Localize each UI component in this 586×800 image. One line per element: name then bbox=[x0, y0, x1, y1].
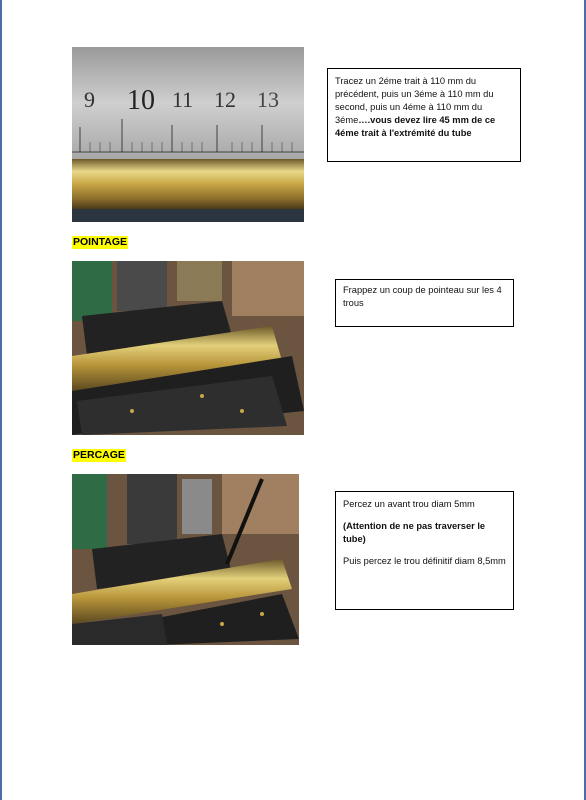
pointage-photo bbox=[72, 261, 304, 435]
step1-instruction-normal: Tracez un 2éme trait à 110 mm du précédent, puis un 3éme à 110 mm du second, puis un 4éme à 110 mm du 3éme bbox=[335, 76, 494, 125]
ruler-number: 9 bbox=[84, 87, 95, 112]
percage-heading: PERCAGE bbox=[73, 449, 125, 461]
percage-instruction-line3: Puis percez le trou définitif diam 8,5mm bbox=[343, 556, 506, 566]
step1-instruction-box bbox=[327, 68, 521, 162]
percage-instruction-line1: Percez un avant trou diam 5mm bbox=[343, 499, 475, 509]
ruler-number: 12 bbox=[214, 87, 236, 112]
ruler-number: 11 bbox=[172, 87, 194, 112]
pointage-instruction-text: Frappez un coup de pointeau sur les 4 trous bbox=[343, 285, 502, 308]
page-border-left bbox=[0, 0, 2, 800]
pointage-instruction-box bbox=[335, 279, 514, 327]
ruler-number: 10 bbox=[127, 85, 155, 116]
percage-photo bbox=[72, 474, 299, 645]
ruler-number: 13 bbox=[257, 87, 279, 112]
pointage-heading: POINTAGE bbox=[73, 236, 128, 248]
percage-instruction-warning: (Attention de ne pas traverser le tube) bbox=[343, 521, 486, 544]
step1-instruction-bold: ….vous devez lire 45 mm de ce 4éme trait à l'extrémité du tube bbox=[335, 115, 496, 138]
ruler-tube-photo bbox=[72, 47, 304, 222]
percage-instruction-box bbox=[335, 491, 514, 610]
step1-instruction-text bbox=[335, 75, 513, 140]
